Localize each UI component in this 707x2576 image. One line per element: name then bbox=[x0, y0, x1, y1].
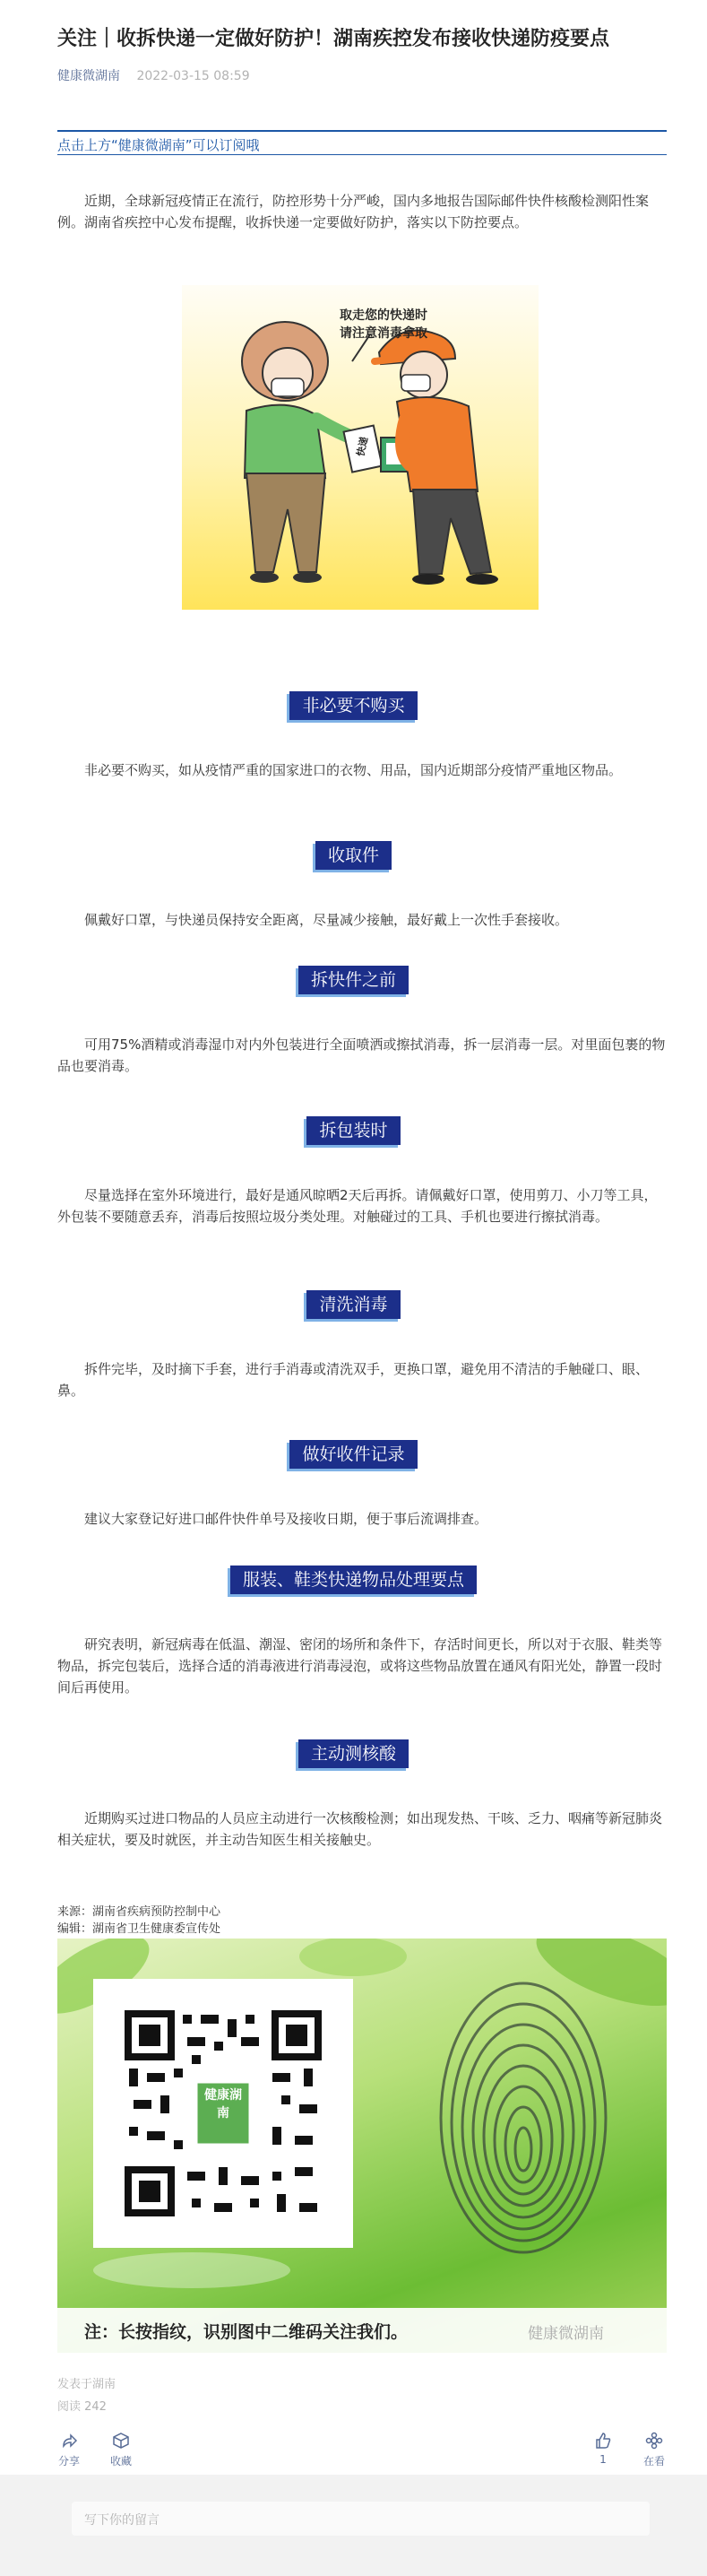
share-icon bbox=[60, 2432, 78, 2450]
editor-credit: 编辑：湖南省卫生健康委宣传处 bbox=[57, 1922, 221, 1936]
like-button[interactable] bbox=[585, 2432, 621, 2466]
section-heading-clothing bbox=[0, 1566, 707, 1594]
article-meta bbox=[57, 66, 250, 84]
section-heading-label: 非必要不购买 bbox=[289, 691, 417, 720]
comment-placeholder: 写下你的留言 bbox=[84, 2513, 160, 2528]
qr-banner bbox=[57, 1939, 667, 2353]
flower-icon bbox=[645, 2432, 663, 2450]
comment-bar bbox=[0, 2475, 707, 2576]
section-text-receive: 佩戴好口罩，与快递员保持安全距离，尽量减少接触，最好戴上一次性手套接收。 bbox=[84, 912, 569, 928]
section-heading-before-open bbox=[0, 966, 707, 994]
article-title: 关注｜收拆快递一定做好防护！湖南疾控发布接收快递防疫要点 bbox=[57, 28, 610, 50]
section-text-disinfect: 拆件完毕，及时摘下手套，进行手消毒或清洗双手，更换口罩，避免用不清洁的手触碰口、眼、鼻。 bbox=[57, 1361, 650, 1399]
illustration-speech bbox=[340, 307, 474, 343]
wow-button[interactable] bbox=[636, 2432, 672, 2468]
section-heading-label: 清洗消毒 bbox=[306, 1290, 400, 1319]
section-heading-test bbox=[0, 1739, 707, 1768]
section-heading-label: 主动测核酸 bbox=[298, 1739, 409, 1768]
share-label: 分享 bbox=[57, 2455, 80, 2468]
section-heading-label: 拆快件之前 bbox=[298, 966, 409, 994]
fingerprint-drawing bbox=[434, 1974, 613, 2261]
cube-icon bbox=[112, 2432, 130, 2450]
like-count: 1 bbox=[599, 2453, 607, 2466]
account-watermark: 健康微湖南 bbox=[528, 2325, 604, 2343]
section-text-test: 近期购买过进口物品的人员应主动进行一次核酸检测；如出现发热、干咳、乏力、咽痛等新冠肺炎相关症状，要及时就医，并主动告知医生相关接触史。 bbox=[57, 1810, 663, 1848]
section-text-before-open: 可用75%酒精或消毒湿巾对内外包装进行全面喷洒或擦拭消毒，拆一层消毒一层。对里面包裹的物品也要消毒。 bbox=[57, 1036, 666, 1074]
section-heading-receive bbox=[0, 841, 707, 870]
source-credit: 来源：湖南省疾病预防控制中心 bbox=[57, 1905, 221, 1919]
section-text-opening: 尽量选择在室外环境进行，最好是通风晾晒2天后再拆。请佩戴好口罩，使用剪刀、小刀等工具，外包装不要随意丢弃，消毒后按照垃圾分类处理。对触碰过的工具、手机也要进行擦拭消毒。 bbox=[57, 1187, 658, 1225]
section-text-clothing: 研究表明，新冠病毒在低温、潮湿、密闭的场所和条件下，存活时间更长，所以对于衣服、鞋类等物品，拆完包装后，选择合适的消毒液进行消毒浸泡，或将这些物品放置在通风有阳光处，静置一段时间后再使用。 bbox=[57, 1636, 663, 1696]
comment-input[interactable] bbox=[72, 2502, 650, 2536]
section-text-record: 建议大家登记好进口邮件快件单号及接收日期，便于事后流调排查。 bbox=[84, 1511, 488, 1527]
qr-instruction: 注：长按指纹，识别图中二维码关注我们。 bbox=[84, 2322, 409, 2342]
section-heading-record bbox=[0, 1440, 707, 1469]
favorite-label: 收藏 bbox=[109, 2455, 132, 2468]
share-button[interactable] bbox=[51, 2432, 87, 2468]
courier-illustration bbox=[182, 285, 539, 610]
speech-line-1: 取走您的快递时 bbox=[340, 308, 427, 323]
banner-footer bbox=[57, 2308, 667, 2353]
section-heading-disinfect bbox=[0, 1290, 707, 1319]
qr-code[interactable] bbox=[93, 1979, 353, 2248]
section-heading-opening bbox=[0, 1116, 707, 1145]
header-divider bbox=[57, 130, 667, 132]
author-link[interactable]: 健康微湖南 bbox=[57, 69, 120, 83]
qr-center-logo: 健康湖南 bbox=[204, 2088, 242, 2121]
speech-line-2: 请注意消毒拿取 bbox=[340, 326, 427, 341]
section-text-no-buy: 非必要不购买，如从疫情严重的国家进口的衣物、用品，国内近期部分疫情严重地区物品。 bbox=[84, 762, 623, 778]
thumbs-up-icon bbox=[594, 2432, 612, 2450]
publish-date: 2022-03-15 08:59 bbox=[136, 69, 250, 83]
fingerprint-icon[interactable] bbox=[434, 1974, 613, 2261]
subscribe-divider bbox=[57, 154, 667, 155]
section-heading-label: 做好收件记录 bbox=[289, 1440, 417, 1469]
subscribe-hint[interactable]: 点击上方“健康微湖南”可以订阅哦 bbox=[57, 137, 260, 153]
section-heading-label: 收取件 bbox=[315, 841, 392, 870]
read-count: 阅读 242 bbox=[57, 2400, 107, 2414]
intro-paragraph: 近期，全球新冠疫情正在流行，防控形势十分严峻，国内多地报告国际邮件快件核酸检测阳性案例。湖南省疾控中心发布提醒，收拆快递一定要做好防护，落实以下防控要点。 bbox=[57, 193, 650, 230]
wow-label: 在看 bbox=[642, 2455, 665, 2468]
section-heading-label: 拆包装时 bbox=[306, 1116, 400, 1145]
section-heading-no-buy bbox=[0, 691, 707, 720]
published-location: 发表于湖南 bbox=[57, 2378, 116, 2391]
parcel-label: 快递 bbox=[354, 435, 371, 458]
favorite-button[interactable] bbox=[103, 2432, 139, 2468]
section-heading-label: 服装、鞋类快递物品处理要点 bbox=[230, 1566, 477, 1594]
